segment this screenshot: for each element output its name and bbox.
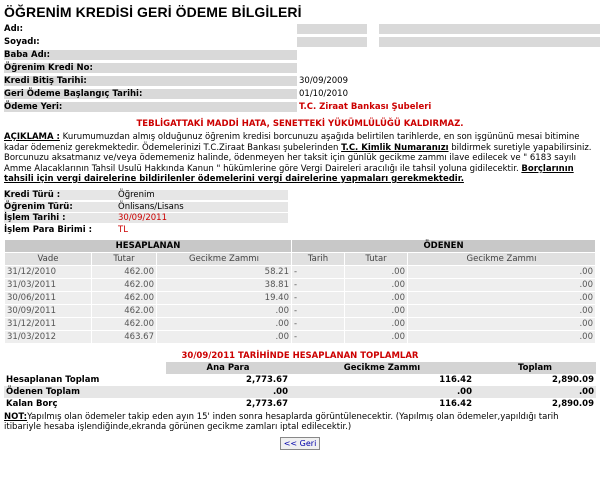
note-text: Yapılmış olan ödemeler takip eden ayın 15' inden sonra hesaplarda görüntülenecektir. (Yapılmış olan ödemeler,yapıldığı tarih itibariyle hesaba işlendiğinde,ekranda görünen gecikme zamları iptal edilecektir.) xyxy=(4,411,559,432)
col-header: Gecikme Zammı xyxy=(408,252,596,265)
credit-value: TL xyxy=(118,224,128,235)
schedule-cell: 19.40 xyxy=(157,291,292,304)
credit-label: Öğrenim Türü: xyxy=(4,202,116,212)
credit-row xyxy=(4,190,596,202)
schedule-cell: 462.00 xyxy=(92,291,157,304)
info-row-payment-place xyxy=(4,100,596,113)
redacted-bar xyxy=(379,24,600,34)
credit-label: Kredi Türü : xyxy=(4,190,116,200)
schedule-row xyxy=(5,304,596,317)
back-button[interactable]: << Geri xyxy=(280,437,321,450)
credit-value: Öğrenim xyxy=(116,190,288,200)
schedule-cell: .00 xyxy=(408,304,596,317)
totals-value: 116.42 xyxy=(439,398,472,409)
schedule-cell: 462.00 xyxy=(92,304,157,317)
col-header: Tutar xyxy=(92,252,157,265)
schedule-cell: .00 xyxy=(157,304,292,317)
credit-row xyxy=(4,201,596,213)
credit-info xyxy=(4,190,596,236)
schedule-cell: 38.81 xyxy=(157,278,292,291)
schedule-cell: 462.00 xyxy=(92,278,157,291)
credit-value: 30/09/2011 xyxy=(116,213,288,223)
schedule-cell: 30/09/2011 xyxy=(5,304,92,317)
totals-table xyxy=(4,362,596,410)
schedule-cell: .00 xyxy=(408,330,596,343)
explanation-text: bildirmek suretiyle yapabilirsiniz. Borcunuzu aksatmanız ve/veya ödememeniz halinde, ödenmeyen her taksit için günlük gecikme zammı ilave edilecek ve " 6183 sayılı Amme Alacaklarının Tahsil Usulü Hakkında Kanun " hükümlerine göre Vergi Daireleri aracılığı ile tahsil yoluna gidilecektir. xyxy=(4,142,592,174)
schedule-cell: .00 xyxy=(345,278,408,291)
schedule-cell: 462.00 xyxy=(92,317,157,330)
schedule-cell: 462.00 xyxy=(92,265,157,278)
totals-label: Kalan Borç xyxy=(6,398,58,409)
totals-col-header: Toplam xyxy=(474,362,596,374)
group-header-calculated: HESAPLANAN xyxy=(5,239,292,252)
tax-office-link[interactable]: Borçlarının tahsili için vergi dairelerine bildirilenler ödemelerini vergi dairelerine yapmaları gerekmektedir. xyxy=(4,163,574,184)
info-value: 01/10/2010 xyxy=(299,88,348,99)
explanation-heading: AÇIKLAMA : xyxy=(4,132,60,142)
page xyxy=(4,0,596,450)
redacted-bar xyxy=(379,37,600,47)
totals-col-header: Gecikme Zammı xyxy=(290,362,474,374)
info-value: T.C. Ziraat Bankası Şubeleri xyxy=(299,101,432,112)
credit-row xyxy=(4,224,596,236)
schedule-row xyxy=(5,330,596,343)
schedule-cell: .00 xyxy=(408,317,596,330)
totals-value: 2,890.09 xyxy=(552,398,594,409)
schedule-row xyxy=(5,278,596,291)
info-row-start-date xyxy=(4,87,596,100)
col-header: Tutar xyxy=(345,252,408,265)
schedule-cell: .00 xyxy=(345,265,408,278)
totals-value: 116.42 xyxy=(439,374,472,385)
info-label: Baba Adı: xyxy=(4,50,297,60)
totals-row xyxy=(4,386,596,398)
schedule-cell: - xyxy=(292,330,345,343)
schedule-cell: 31/03/2012 xyxy=(5,330,92,343)
totals-label: Ödenen Toplam xyxy=(4,386,166,398)
schedule-table xyxy=(4,239,596,344)
credit-label: İşlem Para Birimi : xyxy=(4,224,92,235)
totals-row xyxy=(4,398,596,410)
note-label: NOT: xyxy=(4,411,28,422)
schedule-cell: .00 xyxy=(408,291,596,304)
schedule-cell: 58.21 xyxy=(157,265,292,278)
totals-label: Hesaplanan Toplam xyxy=(6,374,100,385)
schedule-cell: .00 xyxy=(157,330,292,343)
schedule-cell: 31/12/2010 xyxy=(5,265,92,278)
totals-value: .00 xyxy=(290,386,474,398)
schedule-cell: - xyxy=(292,317,345,330)
redacted-bar xyxy=(297,37,367,47)
redacted-bar xyxy=(297,24,367,34)
schedule-cell: 31/03/2011 xyxy=(5,278,92,291)
col-header: Vade xyxy=(5,252,92,265)
totals-value: .00 xyxy=(166,386,290,398)
info-row-surname xyxy=(4,35,596,48)
credit-row xyxy=(4,213,596,225)
info-row-credit-no xyxy=(4,61,596,74)
info-value: 30/09/2009 xyxy=(299,75,348,86)
schedule-cell: .00 xyxy=(408,278,596,291)
schedule-row xyxy=(5,265,596,278)
totals-title: 30/09/2011 TARİHİNDE HESAPLANAN TOPLAMLAR xyxy=(181,350,419,361)
credit-value: Önlisans/Lisans xyxy=(116,202,288,212)
info-label: Kredi Bitiş Tarihi: xyxy=(4,76,297,86)
notice-banner: TEBLİGATTAKİ MADDİ HATA, SENETTEKİ YÜKÜMLÜLÜĞÜ KALDIRMAZ. xyxy=(136,119,464,129)
totals-value: .00 xyxy=(474,386,596,398)
schedule-cell: - xyxy=(292,291,345,304)
schedule-cell: - xyxy=(292,265,345,278)
schedule-cell: .00 xyxy=(345,304,408,317)
schedule-cell: .00 xyxy=(345,330,408,343)
col-header: Tarih xyxy=(292,252,345,265)
totals-col-header: Ana Para xyxy=(166,362,290,374)
info-label: Ödeme Yeri: xyxy=(4,102,297,112)
personal-info xyxy=(4,22,596,113)
group-header-paid: ÖDENEN xyxy=(292,239,596,252)
info-label: Öğrenim Kredi No: xyxy=(4,63,297,73)
totals-value: 2,773.67 xyxy=(246,398,288,409)
page-title: ÖĞRENİM KREDİSİ GERİ ÖDEME BİLGİLERİ xyxy=(4,4,302,20)
schedule-cell: - xyxy=(292,278,345,291)
explanation xyxy=(4,132,596,185)
note xyxy=(4,412,596,433)
info-row-father xyxy=(4,48,596,61)
schedule-cell: - xyxy=(292,304,345,317)
info-label: Adı: xyxy=(4,23,23,34)
credit-label: İşlem Tarihi : xyxy=(4,213,116,223)
schedule-cell: 30/06/2011 xyxy=(5,291,92,304)
schedule-cell: 463.67 xyxy=(92,330,157,343)
info-label: Geri Ödeme Başlangıç Tarihi: xyxy=(4,89,297,99)
totals-value: 2,773.67 xyxy=(246,374,288,385)
schedule-cell: .00 xyxy=(157,317,292,330)
info-row-end-date xyxy=(4,74,596,87)
schedule-cell: .00 xyxy=(408,265,596,278)
col-header: Gecikme Zammı xyxy=(157,252,292,265)
schedule-cell: .00 xyxy=(345,291,408,304)
tc-id-link[interactable]: T.C. Kimlik Numaranızı xyxy=(341,142,449,153)
schedule-row xyxy=(5,291,596,304)
schedule-cell: 31/12/2011 xyxy=(5,317,92,330)
totals-row xyxy=(4,374,596,386)
schedule-cell: .00 xyxy=(345,317,408,330)
explanation-text: Kurumumuzdan almış olduğunuz öğrenim kredisi borcunuzu aşağıda belirtilen tarihlerde, en son işgününü mesai bitimine kadar ödemeniz gerekmektedir. Ödemelerinizi T.C.Ziraat Bankası şubelerinden xyxy=(4,132,580,153)
info-row-name xyxy=(4,22,596,35)
info-label: Soyadı: xyxy=(4,36,40,47)
schedule-row xyxy=(5,317,596,330)
totals-value: 2,890.09 xyxy=(552,374,594,385)
